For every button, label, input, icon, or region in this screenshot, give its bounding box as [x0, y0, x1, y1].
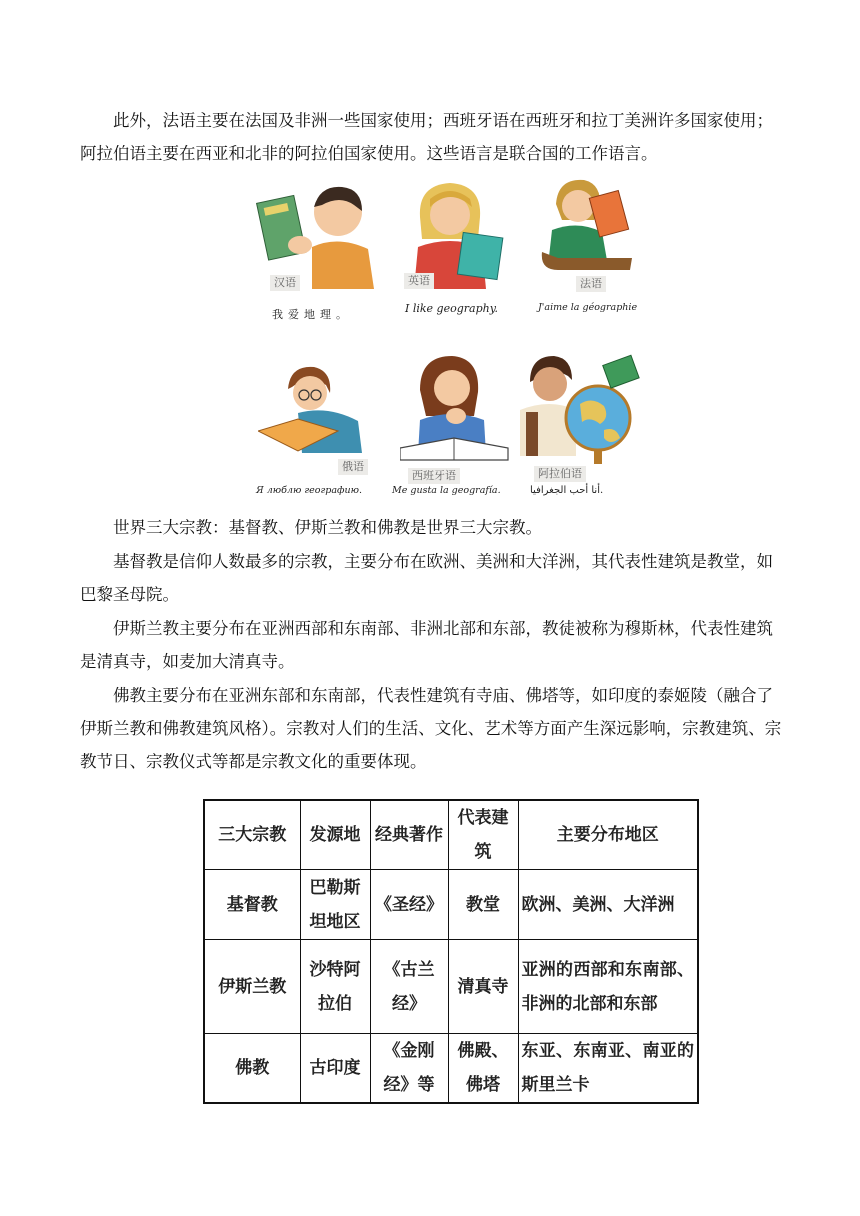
label-french: 法语: [576, 276, 606, 292]
cell-religion: 佛教: [204, 1034, 300, 1104]
table-row: [204, 870, 698, 940]
label-chinese: 汉语: [270, 275, 300, 291]
header-religion: 三大宗教: [204, 800, 300, 870]
cell-scripture: 《金刚经》等: [370, 1034, 448, 1104]
paragraph-christianity: 基督教是信仰人数最多的宗教，主要分布在欧洲、美洲和大洋洲，其代表性建筑是教堂，如巴黎圣母院。: [80, 552, 773, 604]
label-spanish: 西班牙语: [408, 468, 460, 484]
child-reading-spanish-illustration: [400, 350, 510, 468]
cell-building: 教堂: [448, 870, 518, 940]
cell-distribution: 亚洲的西部和东南部、非洲的北部和东部: [518, 940, 698, 1034]
table-header-row: [204, 800, 698, 870]
cell-scripture: 《圣经》: [370, 870, 448, 940]
cell-building: 清真寺: [448, 940, 518, 1034]
phrase-chinese: 我爱地理。: [272, 308, 352, 321]
cell-building: 佛殿、佛塔: [448, 1034, 518, 1104]
cell-origin: 巴勒斯坦地区: [300, 870, 370, 940]
language-figure: [240, 172, 640, 502]
cell-distribution: 东亚、东南亚、南亚的斯里兰卡: [518, 1034, 698, 1104]
header-distribution: 主要分布地区: [518, 800, 698, 870]
child-with-globe-arabic-illustration: [520, 352, 640, 472]
cell-origin: 沙特阿拉伯: [300, 940, 370, 1034]
paragraph-islam: 伊斯兰教主要分布在亚洲西部和东南部、非洲北部和东部，教徒被称为穆斯林，代表性建筑是清真寺，如麦加大清真寺。: [80, 619, 773, 671]
religions-table: [203, 799, 699, 1104]
header-origin: 发源地: [300, 800, 370, 870]
cell-distribution: 欧洲、美洲、大洋洲: [518, 870, 698, 940]
header-building: 代表建筑: [448, 800, 518, 870]
cell-religion: 基督教: [204, 870, 300, 940]
cell-religion: 伊斯兰教: [204, 940, 300, 1034]
phrase-arabic: أنا أحب الجغرافيا.: [530, 485, 604, 496]
paragraph-buddhism: 佛教主要分布在亚洲东部和东南部，代表性建筑有寺庙、佛塔等，如印度的泰姬陵（融合了伊斯兰教和佛教建筑风格）。宗教对人们的生活、文化、艺术等方面产生深远影响，宗教建筑、宗教节日、宗教仪式等都是宗教文化的重要体现。: [80, 686, 782, 771]
phrase-spanish: Me gusta la geografía.: [392, 485, 501, 496]
cell-scripture: 《古兰经》: [370, 940, 448, 1034]
child-reading-french-illustration: [538, 174, 640, 274]
table-row: [204, 1034, 698, 1104]
header-scripture: 经典著作: [370, 800, 448, 870]
phrase-english: I like geography.: [405, 302, 498, 315]
label-english: 英语: [404, 273, 434, 289]
cell-origin: 古印度: [300, 1034, 370, 1104]
phrase-russian: Я люблю географию.: [256, 485, 362, 496]
label-arabic: 阿拉伯语: [534, 466, 586, 482]
child-reading-russian-illustration: [258, 359, 368, 459]
phrase-french: J'aime la géographie: [538, 302, 638, 313]
table-row: [204, 940, 698, 1034]
paragraph-languages: 此外，法语主要在法国及非洲一些国家使用；西班牙语在西班牙和拉丁美洲许多国家使用；阿拉伯语主要在西亚和北非的阿拉伯国家使用。这些语言是联合国的工作语言。: [80, 111, 773, 163]
label-russian: 俄语: [338, 459, 368, 475]
paragraph-three-religions: 世界三大宗教：基督教、伊斯兰教和佛教是世界三大宗教。: [113, 518, 542, 537]
